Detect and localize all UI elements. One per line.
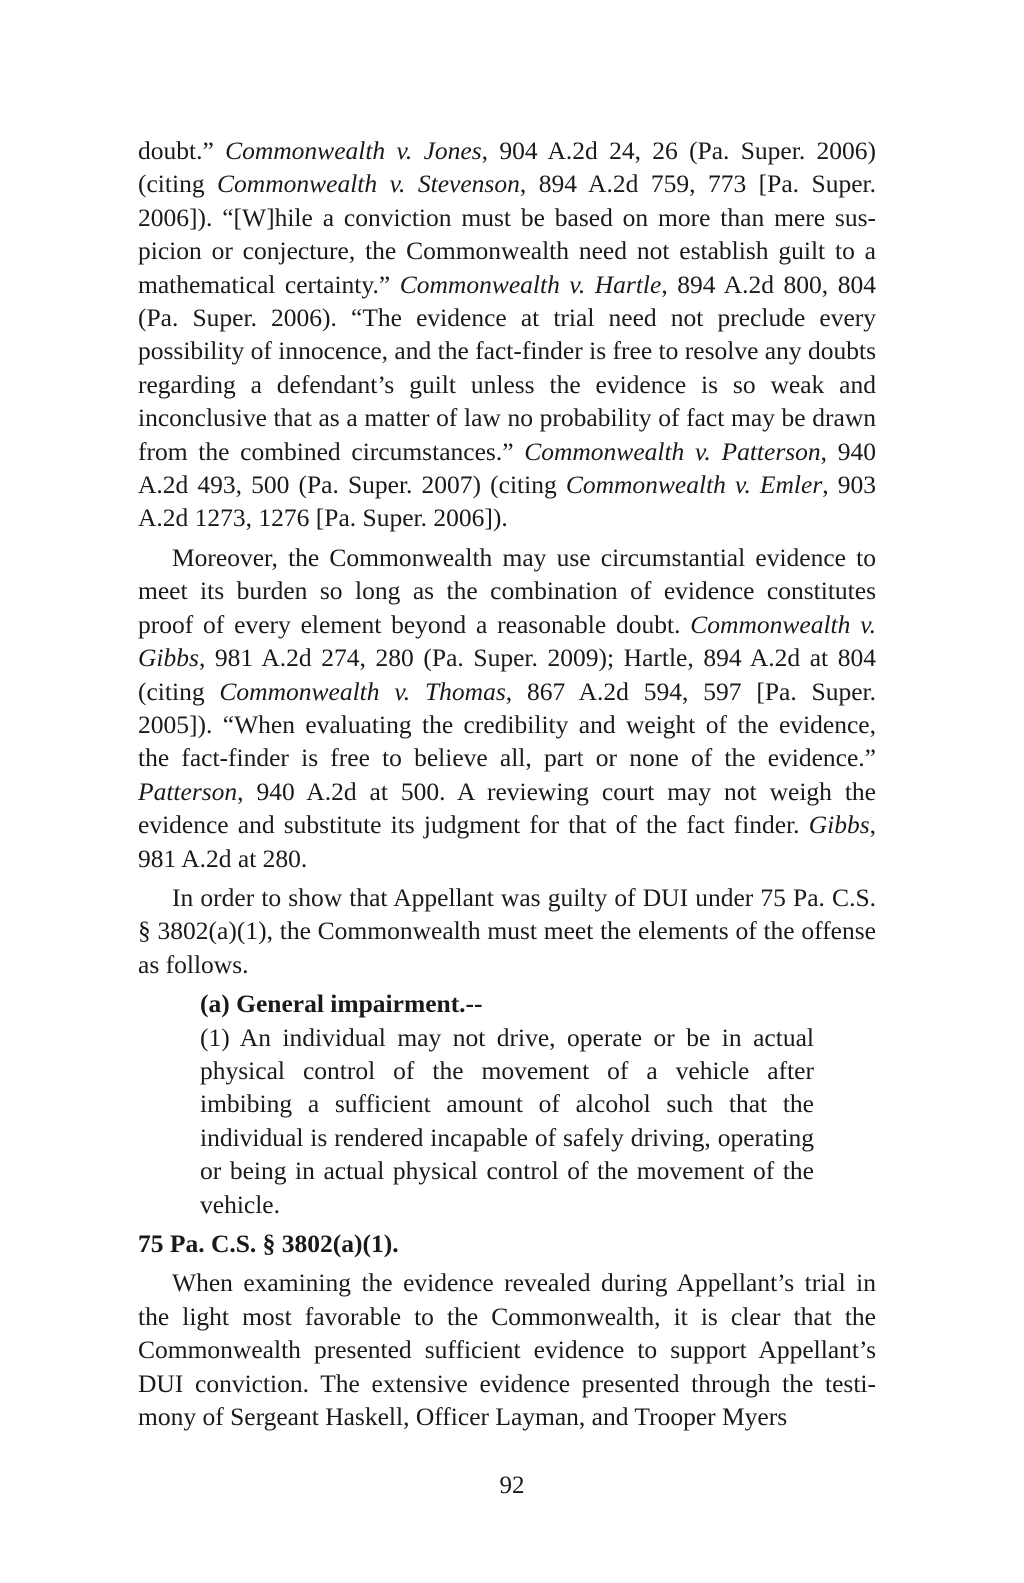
case-name: Commonwealth v. Thomas [219,676,506,706]
paragraph-4: When examining the evidence revealed during Appellant’s trial in the light most favorable to the Commonwealth, it is clear that the Commonwealth presented sufficient evidence to support Appellant’s DUI conviction. The extensive evidence presented through the testimony of Sergeant Haskell, Officer Layman, and Trooper Myers [138,1268,876,1432]
case-name: Patterson [138,776,238,806]
page-number: 92 [499,1472,525,1499]
statute-heading: (a) General impairment.-- [200,989,483,1019]
statute-text: (1) An individual may not drive, operate or be in actual physical control of the movement of a vehicle after imbibing a sufficient amount of alcohol such that the individual is rendered incapable of safely driving, operating or being in actual physical control of the movement of the vehicle. [200,1022,814,1219]
document-body [138,134,876,1439]
statute-block-quote [200,987,814,1221]
paragraph-3: In order to show that Appellant was guilty of DUI under 75 Pa. C.S. § 3802(a)(1), the Commonwealth must meet the elements of the offense as follows. [138,882,876,979]
case-name: Commonwealth v. Gibbs [138,609,876,673]
case-name: Commonwealth v. Jones [225,136,482,165]
paragraph-2: Moreover, the Commonwealth may use circumstantial evidence to meet its burden so long as the combination of evidence constitutes proof of every element beyond a reasonable doubt. Commonwealth v. Gibbs, 981 A.2d 274, 280 (Pa. Super. 2009); Hartle, 894 A.2d at 804 (citing Commonwealth v. Thomas, 867 A.2d 594, 597 [Pa. Super. 2005]). “When evaluating the credibility and weight of the evidence, the fact-finder is free to believe all, part or none of the evidence.” Patterson, 940 A.2d at 500. A reviewing court may not weigh the evidence and substitute its judgment for that of the fact finder. Gibbs, 981 A.2d at 280. [138,542,876,873]
paragraph-1: doubt.” Commonwealth v. Jones, 904 A.2d 24, 26 (Pa. Super. 2006) (citing Commonwealth v. Stevenson, 894 A.2d 759, 773 [Pa. Super. 2006]). “[W]hile a conviction must be based on more than mere suspicion or conjecture, the Commonwealth need not establish guilt to a mathematical certainty.” Commonwealth v. Hartle, 894 A.2d 800, 804 (Pa. Super. 2006). “The evidence at trial need not preclude every possibility of innocence, and the fact-finder is free to resolve any doubts regarding a defendant’s guilt unless the evidence is so weak and inconclusive that as a matter of law no probability of fact may be drawn from the combined circumstances.” Commonwealth v. Patterson, 940 A.2d 493, 500 (Pa. Super. 2007) (citing Commonwealth v. Emler, 903 A.2d 1273, 1276 [Pa. Super. 2006]). [138,136,877,533]
case-name: Commonwealth v. Hartle [399,269,662,299]
case-name: Commonwealth v. Stevenson [217,169,520,199]
case-name: Commonwealth v. Patterson [524,436,821,466]
statute-citation: 75 Pa. C.S. § 3802(a)(1). [138,1229,399,1258]
case-name: Commonwealth v. Emler [565,470,823,500]
case-name: Gibbs [808,810,870,840]
